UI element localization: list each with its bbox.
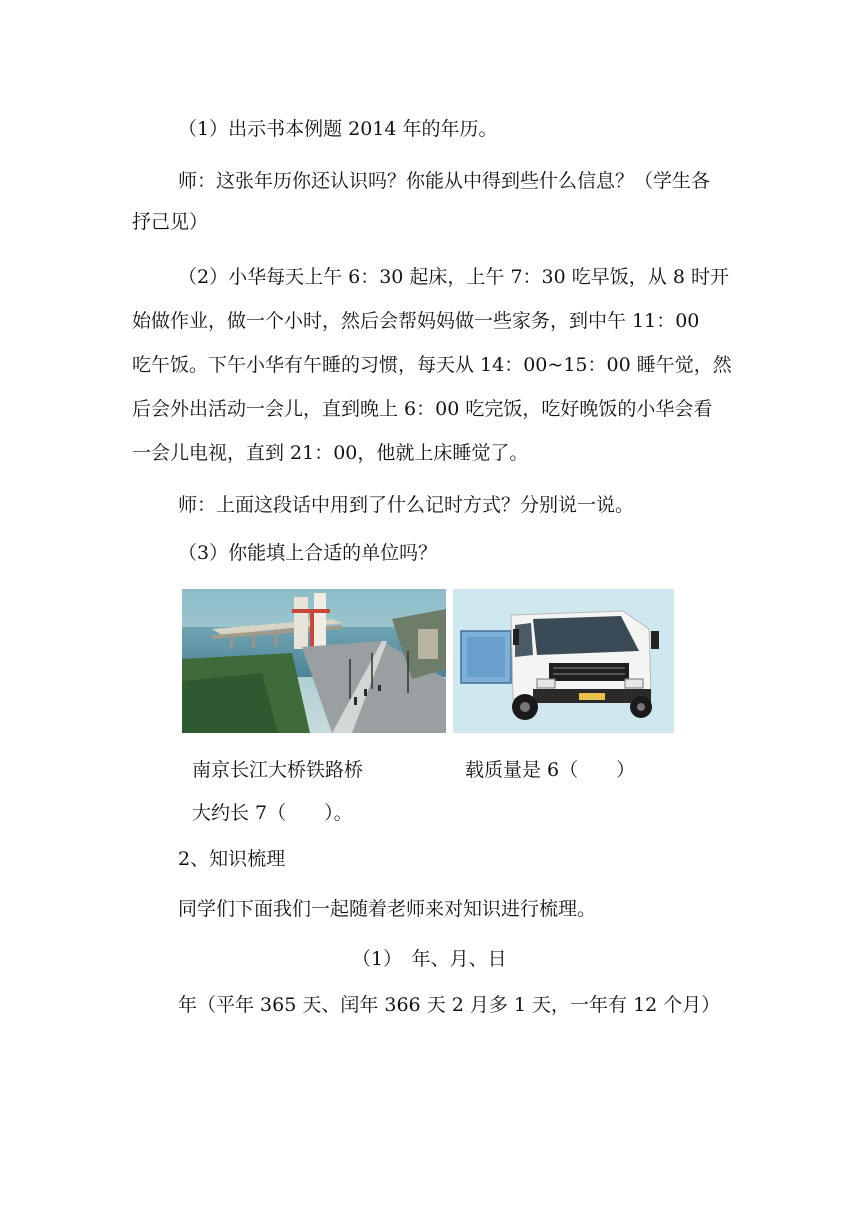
schedule-paragraph-line-5: 一会儿电视，直到 21：00，他就上床睡觉了。 (132, 442, 529, 464)
year-definition: 年（平年 365 天、闰年 366 天 2 月多 1 天，一年有 12 个月） (178, 994, 721, 1016)
schedule-paragraph-line-2: 始做作业，做一个小时，然后会帮妈妈做一些家务，到中午 11：00 (132, 310, 700, 332)
schedule-paragraph-line-4: 后会外出活动一会儿，直到晚上 6：00 吃完饭，吃好晚饭的小华会看 (132, 398, 713, 420)
fill-units-prompt: （3）你能填上合适的单位吗？ (178, 542, 438, 564)
review-intro: 同学们下面我们一起随着老师来对知识进行梳理。 (178, 898, 597, 920)
nanjing-bridge-photo (182, 589, 446, 733)
paragraph-show-calendar: （1）出示书本例题 2014 年的年历。 (178, 118, 498, 140)
truck-caption: 载质量是 6（ ） (465, 759, 636, 781)
section-heading-knowledge-review: 2、知识梳理 (178, 848, 286, 870)
teacher-question-line-1: 师：这张年历你还认识吗？你能从中得到些什么信息？（学生各 (178, 170, 711, 192)
bridge-caption-line-1: 南京长江大桥铁路桥 (192, 759, 364, 781)
light-truck-photo (453, 589, 674, 733)
schedule-paragraph-line-1: （2）小华每天上午 6：30 起床，上午 7：30 吃早饭，从 8 时开 (178, 266, 729, 288)
teacher-question-timekeeping: 师：上面这段话中用到了什么记时方式？分别说一说。 (178, 494, 635, 516)
teacher-question-line-2: 抒己见） (132, 211, 209, 233)
subheading-year-month-day: （1） 年、月、日 (352, 948, 507, 970)
bridge-caption-line-2: 大约长 7（ ）。 (192, 802, 353, 824)
schedule-paragraph-line-3: 吃午饭。下午小华有午睡的习惯，每天从 14：00~15：00 睡午觉，然 (132, 354, 732, 376)
